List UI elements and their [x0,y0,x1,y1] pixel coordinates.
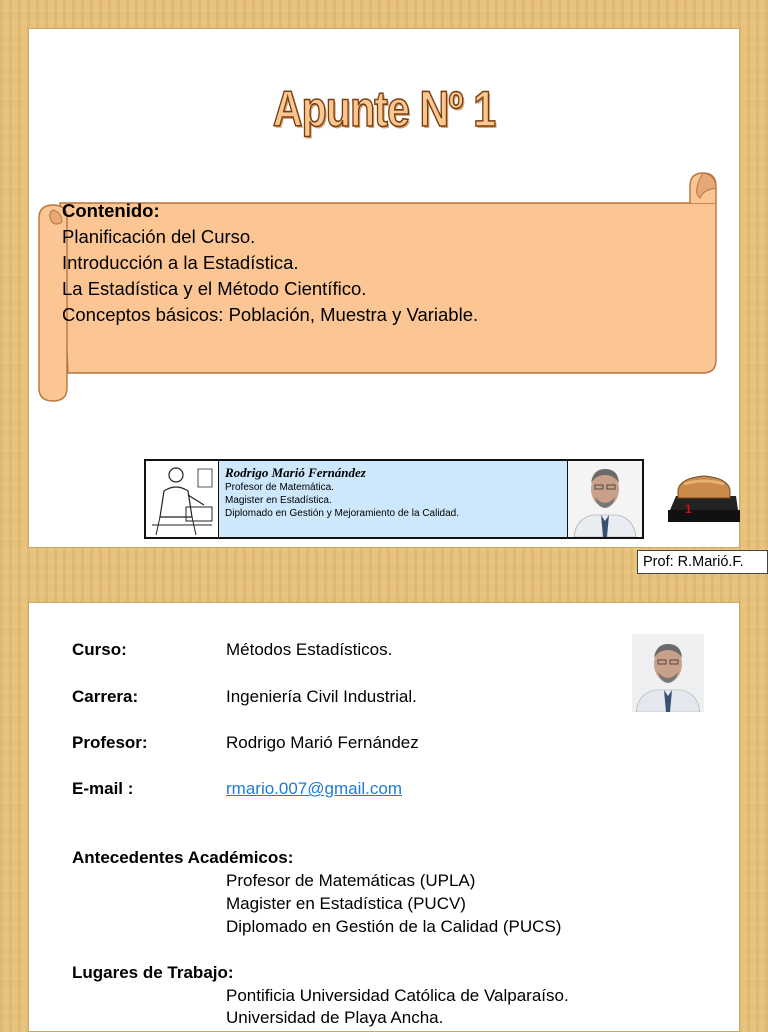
work-heading-text: Lugares de Trabajo: [72,963,234,982]
contents-block [62,198,478,328]
field-label [72,779,133,799]
academic-item: Profesor de Matemáticas (UPLA) [226,871,476,890]
work-heading [72,963,234,983]
prof-watermark: Prof: R.Marió.F. [637,550,768,574]
curso-value: Métodos Estadísticos. [226,640,393,659]
work-item: Pontificia Universidad Católica de Valparaíso. [226,986,569,1005]
field-label [72,733,148,753]
contents-item: Conceptos básicos: Población, Muestra y Variable. [62,304,479,325]
banner-info [219,461,567,537]
teacher-sketch-image [146,461,219,537]
slide-title: Apunte Nº 1 [272,81,496,137]
author-name: Rodrigo Marió Fernández [225,465,366,480]
contents-item: Introducción a la Estadística. [62,252,299,273]
banner-line: Magister en Estadística. [225,495,332,506]
contents-heading: Contenido: [62,200,160,221]
academic-heading [72,848,293,868]
professor-photo [632,634,704,712]
email-link-text[interactable]: rmario.007@gmail.com [226,779,402,798]
slide-number: 1 [685,502,692,516]
author-photo [567,461,642,537]
curso-label: Curso: [72,640,127,659]
banner-line: Profesor de Matemática. [225,482,334,493]
carrera-label: Carrera: [72,687,139,706]
work-item: Universidad de Playa Ancha. [226,1008,444,1027]
email-label: E-mail : [72,779,134,798]
email-link[interactable] [226,779,402,799]
contents-item: Planificación del Curso. [62,226,256,247]
carrera-value: Ingeniería Civil Industrial. [226,687,417,706]
wooden-stamp-image [666,470,742,528]
field-label [72,687,138,707]
academic-item: Magister en Estadística (PUCV) [226,894,466,913]
academic-heading-text: Antecedentes Académicos: [72,848,294,867]
contents-item: La Estadística y el Método Científico. [62,278,367,299]
profesor-value: Rodrigo Marió Fernández [226,733,419,752]
banner-line: Diplomado en Gestión y Mejoramiento de la Calidad. [225,508,460,519]
academic-item: Diplomado en Gestión de la Calidad (PUCS) [226,917,562,936]
author-banner [144,459,644,539]
field-label [72,640,127,660]
profesor-label: Profesor: [72,733,148,752]
